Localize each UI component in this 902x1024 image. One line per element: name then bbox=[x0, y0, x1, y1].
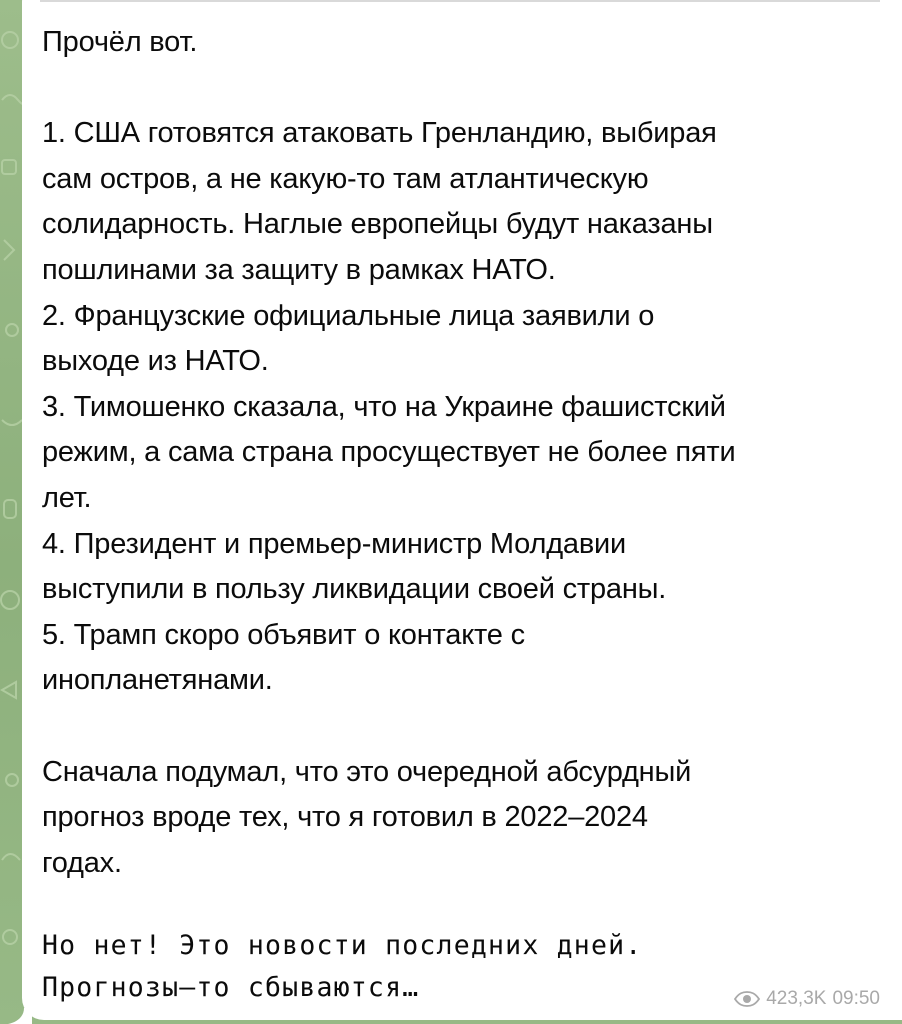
message-meta bbox=[734, 988, 880, 1010]
message-line: Сначала подумал, что это очередной абсурдный bbox=[42, 755, 692, 788]
mono-line: Но нет! Это новости последних дней. bbox=[42, 930, 643, 961]
message-line bbox=[42, 704, 887, 750]
message-line: лет. bbox=[42, 481, 92, 514]
message-line bbox=[42, 66, 887, 112]
message-line: солидарность. Наглые европейцы будут наказаны bbox=[42, 208, 713, 241]
monospace-text bbox=[42, 925, 642, 1009]
eye-icon bbox=[734, 991, 760, 1007]
message-line: пошлинами за защиту в рамках НАТО. bbox=[42, 253, 556, 286]
message-text bbox=[42, 20, 887, 886]
message-time: 09:50 bbox=[832, 988, 880, 1009]
message-line: 3. Тимошенко сказала, что на Украине фашистский bbox=[42, 390, 726, 423]
message-line: режим, а сама страна просуществует не более пяти bbox=[42, 436, 736, 469]
message-line: инопланетянами. bbox=[42, 664, 273, 697]
message-line: 1. США готовятся атаковать Гренландию, выбирая bbox=[42, 117, 717, 150]
message-line: сам остров, а не какую-то там атлантическую bbox=[42, 162, 649, 195]
mono-line: Прогнозы–то сбываются… bbox=[42, 972, 420, 1003]
message-line: 5. Трамп скоро объявит о контакте с bbox=[42, 618, 525, 651]
message-line: Прочёл вот. bbox=[42, 26, 198, 58]
message-line: 4. Президент и премьер-министр Молдавии bbox=[42, 527, 627, 560]
view-count: 423,3K bbox=[766, 988, 827, 1009]
message-line: выходе из НАТО. bbox=[42, 345, 269, 378]
bubble-tail bbox=[8, 1008, 32, 1024]
message-line: прогноз вроде тех, что я готовил в 2022–2024 bbox=[42, 801, 648, 834]
message-line: годах. bbox=[42, 846, 122, 879]
top-divider bbox=[40, 0, 880, 2]
message-line: выступили в пользу ликвидации своей страны. bbox=[42, 573, 667, 606]
message-line: 2. Французские официальные лица заявили о bbox=[42, 299, 655, 332]
